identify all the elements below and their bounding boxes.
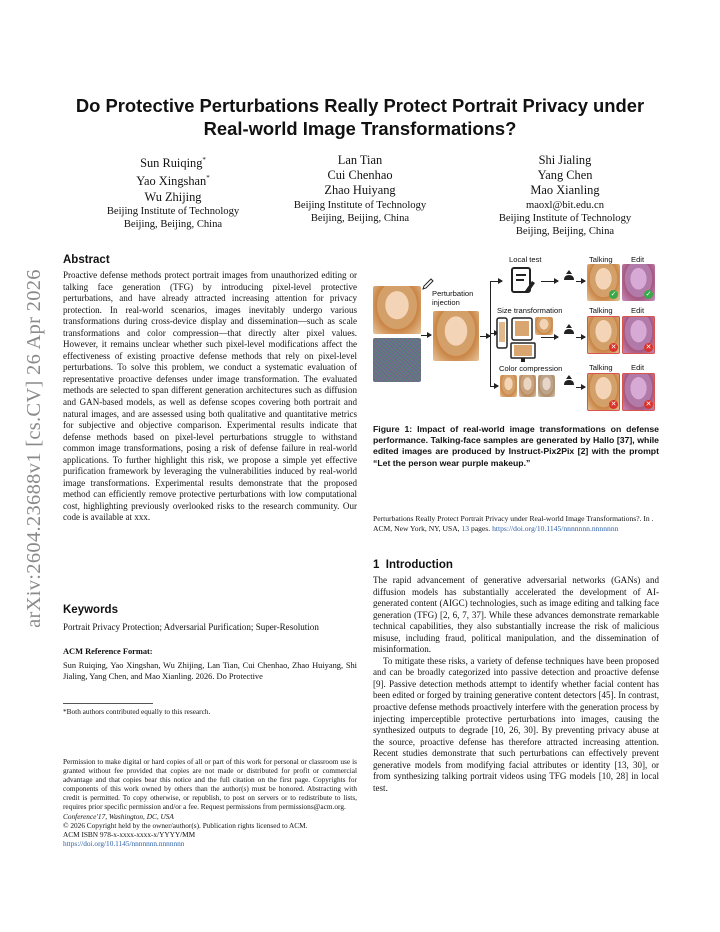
author-name: Mao Xianling	[530, 183, 600, 198]
keywords-section	[63, 604, 357, 634]
affiliation: Beijing Institute of Technology	[293, 199, 427, 211]
arrow	[490, 386, 498, 387]
arrow	[541, 281, 558, 282]
check-icon: ✓	[610, 290, 617, 298]
affiliation-location: Beijing, Beijing, China	[515, 226, 615, 238]
acm-ref-text: Sun Ruiqing, Yao Xingshan, Wu Zhijing, Lan Tian, Cui Chenhao, Zhao Huiyang, Shi Jialing, Yang Chen, and Mao Xianling. 2026. Do Protective	[63, 660, 357, 681]
affiliation-location: Beijing, Beijing, China	[123, 219, 223, 231]
footnote-rule	[63, 703, 153, 704]
isbn-text: ACM ISBN 978-x-xxxx-xxxx-x/YYYY/MM	[63, 829, 196, 839]
branch-line	[490, 281, 491, 387]
author-name: Cui Chenhao	[327, 168, 393, 183]
resized-sample	[535, 317, 553, 335]
arrow	[490, 281, 502, 282]
monitor-icon	[510, 342, 536, 364]
intro-paragraph-2: To mitigate these risks, a variety of defense techniques have been proposed and can be broadly categorized into passive detection and proactive defense [9]. Passive detection methods attempt to identify whether facial content has been edited or forged by training generative content detectors [45]. In contrast, proactive defense methods proactively interfere with the generation process by injecting imperceptible protective perturbations into images, causing the synthesized outputs to degrade [10, 26, 30]. By preventing privacy abuse at the source, proactive defense has therefore attracted increasing attention. Recent studies demonstrate that such perturbations can effectively prevent generative models from modifying facial attributes or identity [13, 30], or from synthesizing talking portrait videos using TFG models [10, 28] in local test.	[373, 655, 659, 793]
arrow	[421, 335, 431, 336]
edit-label: Edit	[631, 363, 645, 372]
author-name: Yang Chen	[537, 168, 593, 183]
equal-contribution-footnote: *Both authors contributed equally to this research.	[63, 707, 211, 716]
cross-icon: ✕	[610, 343, 617, 351]
author-name: Wu Zhijing	[144, 189, 202, 204]
author-block-3	[470, 153, 660, 238]
arrow	[576, 337, 585, 338]
copyright-text: © 2026 Copyright held by the owner/author(s). Publication rights licensed to ACM.	[63, 820, 308, 830]
arrow	[576, 281, 585, 282]
cross-icon: ✕	[645, 400, 652, 408]
protected-portrait	[433, 311, 479, 361]
injection-label: injection	[432, 298, 460, 307]
acm-ref-continuation	[373, 514, 659, 534]
talking-label: Talking	[589, 363, 613, 372]
author-name: Yao Xingshan	[136, 174, 207, 189]
author-email: maoxl@bit.edu.cn	[525, 199, 604, 211]
acm-doi-link[interactable]: https://doi.org/10.1145/nnnnnnn.nnnnnnn	[492, 524, 619, 533]
compressed-sample	[538, 375, 555, 397]
compressed-sample	[519, 375, 536, 397]
author-name: Lan Tian	[337, 153, 383, 167]
arrow	[541, 337, 558, 338]
affiliation-location: Beijing, Beijing, China	[310, 212, 410, 224]
doi-link[interactable]: https://doi.org/10.1145/nnnnnnn.nnnnnnn	[63, 838, 185, 848]
edit-result	[622, 373, 655, 411]
arxiv-stamp-text: arXiv:2604.23688v1 [cs.CV] 26 Apr 2026	[22, 268, 45, 628]
document-icon	[510, 267, 536, 295]
edit-result	[622, 264, 655, 301]
abstract-heading: Abstract	[63, 254, 110, 266]
arrow	[480, 336, 490, 337]
tablet-icon	[511, 317, 533, 341]
arrow	[576, 387, 585, 388]
color-compression-label: Color compression	[499, 364, 563, 373]
talking-result	[587, 373, 620, 411]
author-name: Shi Jialing	[538, 153, 592, 167]
section-number: 1	[373, 559, 380, 571]
permission-text: Permission to make digital or hard copies of all or part of this work for personal or classroom use is granted without fee provided that copies are not made or distributed for profit or commercial advantage and that copies bear this notice and the full citation on the first page. Copyrights for components of this work owned by others than the author(s) must be honored. Abstracting with credit is permitted. To copy otherwise, or republish, to post on servers or to redistribute to lists, requires prior specific permission and/or a fee. Request permissions from permissions@acm.org.	[63, 757, 357, 812]
arxiv-stamp	[8, 258, 60, 638]
introduction-heading	[373, 559, 659, 571]
paper-title: Do Protective Perturbations Really Protect Portrait Privacy under Real-world Image Transformations?	[75, 95, 645, 139]
section-title: Introduction	[385, 559, 453, 571]
equal-contrib-mark: *	[206, 174, 210, 183]
introduction-section	[373, 559, 659, 794]
perturbation-noise	[373, 338, 421, 382]
author-name: Sun Ruiqing	[140, 156, 203, 171]
local-test-label: Local test	[509, 255, 542, 264]
acm-reference-section	[63, 646, 357, 682]
conference-info: Conference'17, Washington, DC, USA	[63, 811, 174, 821]
talking-label: Talking	[589, 255, 613, 264]
edit-result	[622, 316, 655, 354]
talking-result	[587, 264, 620, 301]
author-block-1	[83, 153, 263, 231]
perturbation-label: Perturbation	[432, 289, 474, 298]
abstract-text: Proactive defense methods protect portrait images from unauthorized editing or talking face generation (TFG) by introducing pixel-level protective perturbations, and have already attracted increasing attention for privacy protection. In real-world scenarios, images inevitably undergo various transformations during cross-device display and dissemination—such as scale transformations and color compression—that directly alter pixel values. However, it remains unclear whether such pixel-level modifications affect the effectiveness of existing proactive defense methods that rely on pixel-level perturbations. To solve this problem, we conduct a systematic evaluation of representative proactive defenses under image transformation. The evaluated methods are selected to span different generation architectures such as diffusion and GAN-based models, as well as defense scopes covering both portrait and natural images, and are assessed using both qualitative and quantitative metrics for subjective and objective comparison. Experimental results indicate that defense methods based on pixel-level perturbations struggle to withstand common image transformations, posing a risk of defense failure in real-world applications. To further highlight this risk, we propose a simple yet effective purification framework by leveraging the vulnerabilities induced by real-world image transformations. Experimental results demonstrate that the proposed method can efficiently remove protective perturbations with low computational cost, highlighting previously overlooked risks to the research community. Our code is available at xxx.	[63, 270, 357, 523]
figure-1	[373, 253, 659, 413]
edit-label: Edit	[631, 306, 645, 315]
figure-caption: Figure 1: Impact of real-world image transformations on defense performance. Talking-face samples are generated by Hallo [37], while edited images are produced by Instruct-Pix2Pix [2] with the prompt “Let the person wear purple makeup.”	[373, 424, 659, 468]
check-icon: ✓	[645, 290, 652, 298]
equal-contrib-mark: *	[202, 156, 206, 164]
talking-result	[587, 316, 620, 354]
cross-icon: ✕	[610, 400, 617, 408]
keywords-text: Portrait Privacy Protection; Adversarial Purification; Super-Resolution	[63, 622, 319, 632]
affiliation: Beijing Institute of Technology	[106, 205, 240, 217]
size-transformation-label: Size transformation	[497, 306, 563, 315]
page-count: 13	[461, 524, 470, 533]
cross-icon: ✕	[645, 343, 652, 351]
hacker-icon	[563, 269, 575, 281]
abstract-section	[63, 254, 357, 524]
author-block-2	[270, 153, 450, 225]
acm-ref-cont-text: Perturbations Really Protect Portrait Privacy under Real-world Image Transformations?. In . ACM, New York, NY, USA,	[373, 514, 654, 533]
permission-block	[63, 757, 357, 848]
talking-label: Talking	[589, 306, 613, 315]
acm-ref-heading: ACM Reference Format:	[63, 647, 153, 656]
author-name: Zhao Huiyang	[324, 183, 396, 198]
keywords-heading: Keywords	[63, 604, 118, 616]
pages-text: pages.	[469, 524, 493, 533]
hacker-icon	[563, 374, 575, 386]
affiliation: Beijing Institute of Technology	[498, 212, 632, 224]
edit-label: Edit	[631, 255, 645, 264]
compressed-sample	[500, 375, 517, 397]
intro-paragraph-1: The rapid advancement of generative adversarial networks (GANs) and diffusion models has substantially accelerated the development of AI-generated content (AIGC) technologies, such as image editing and talking face generation (TFG) [2, 6, 7, 37]. While these advances demonstrate remarkable technical capabilities, they also substantially increase the risk of malicious misuse, including fraud, political manipulation, and the dissemination of misinformation.	[373, 575, 659, 655]
hacker-icon	[563, 323, 575, 335]
phone-icon	[496, 317, 508, 349]
original-portrait	[373, 286, 421, 334]
